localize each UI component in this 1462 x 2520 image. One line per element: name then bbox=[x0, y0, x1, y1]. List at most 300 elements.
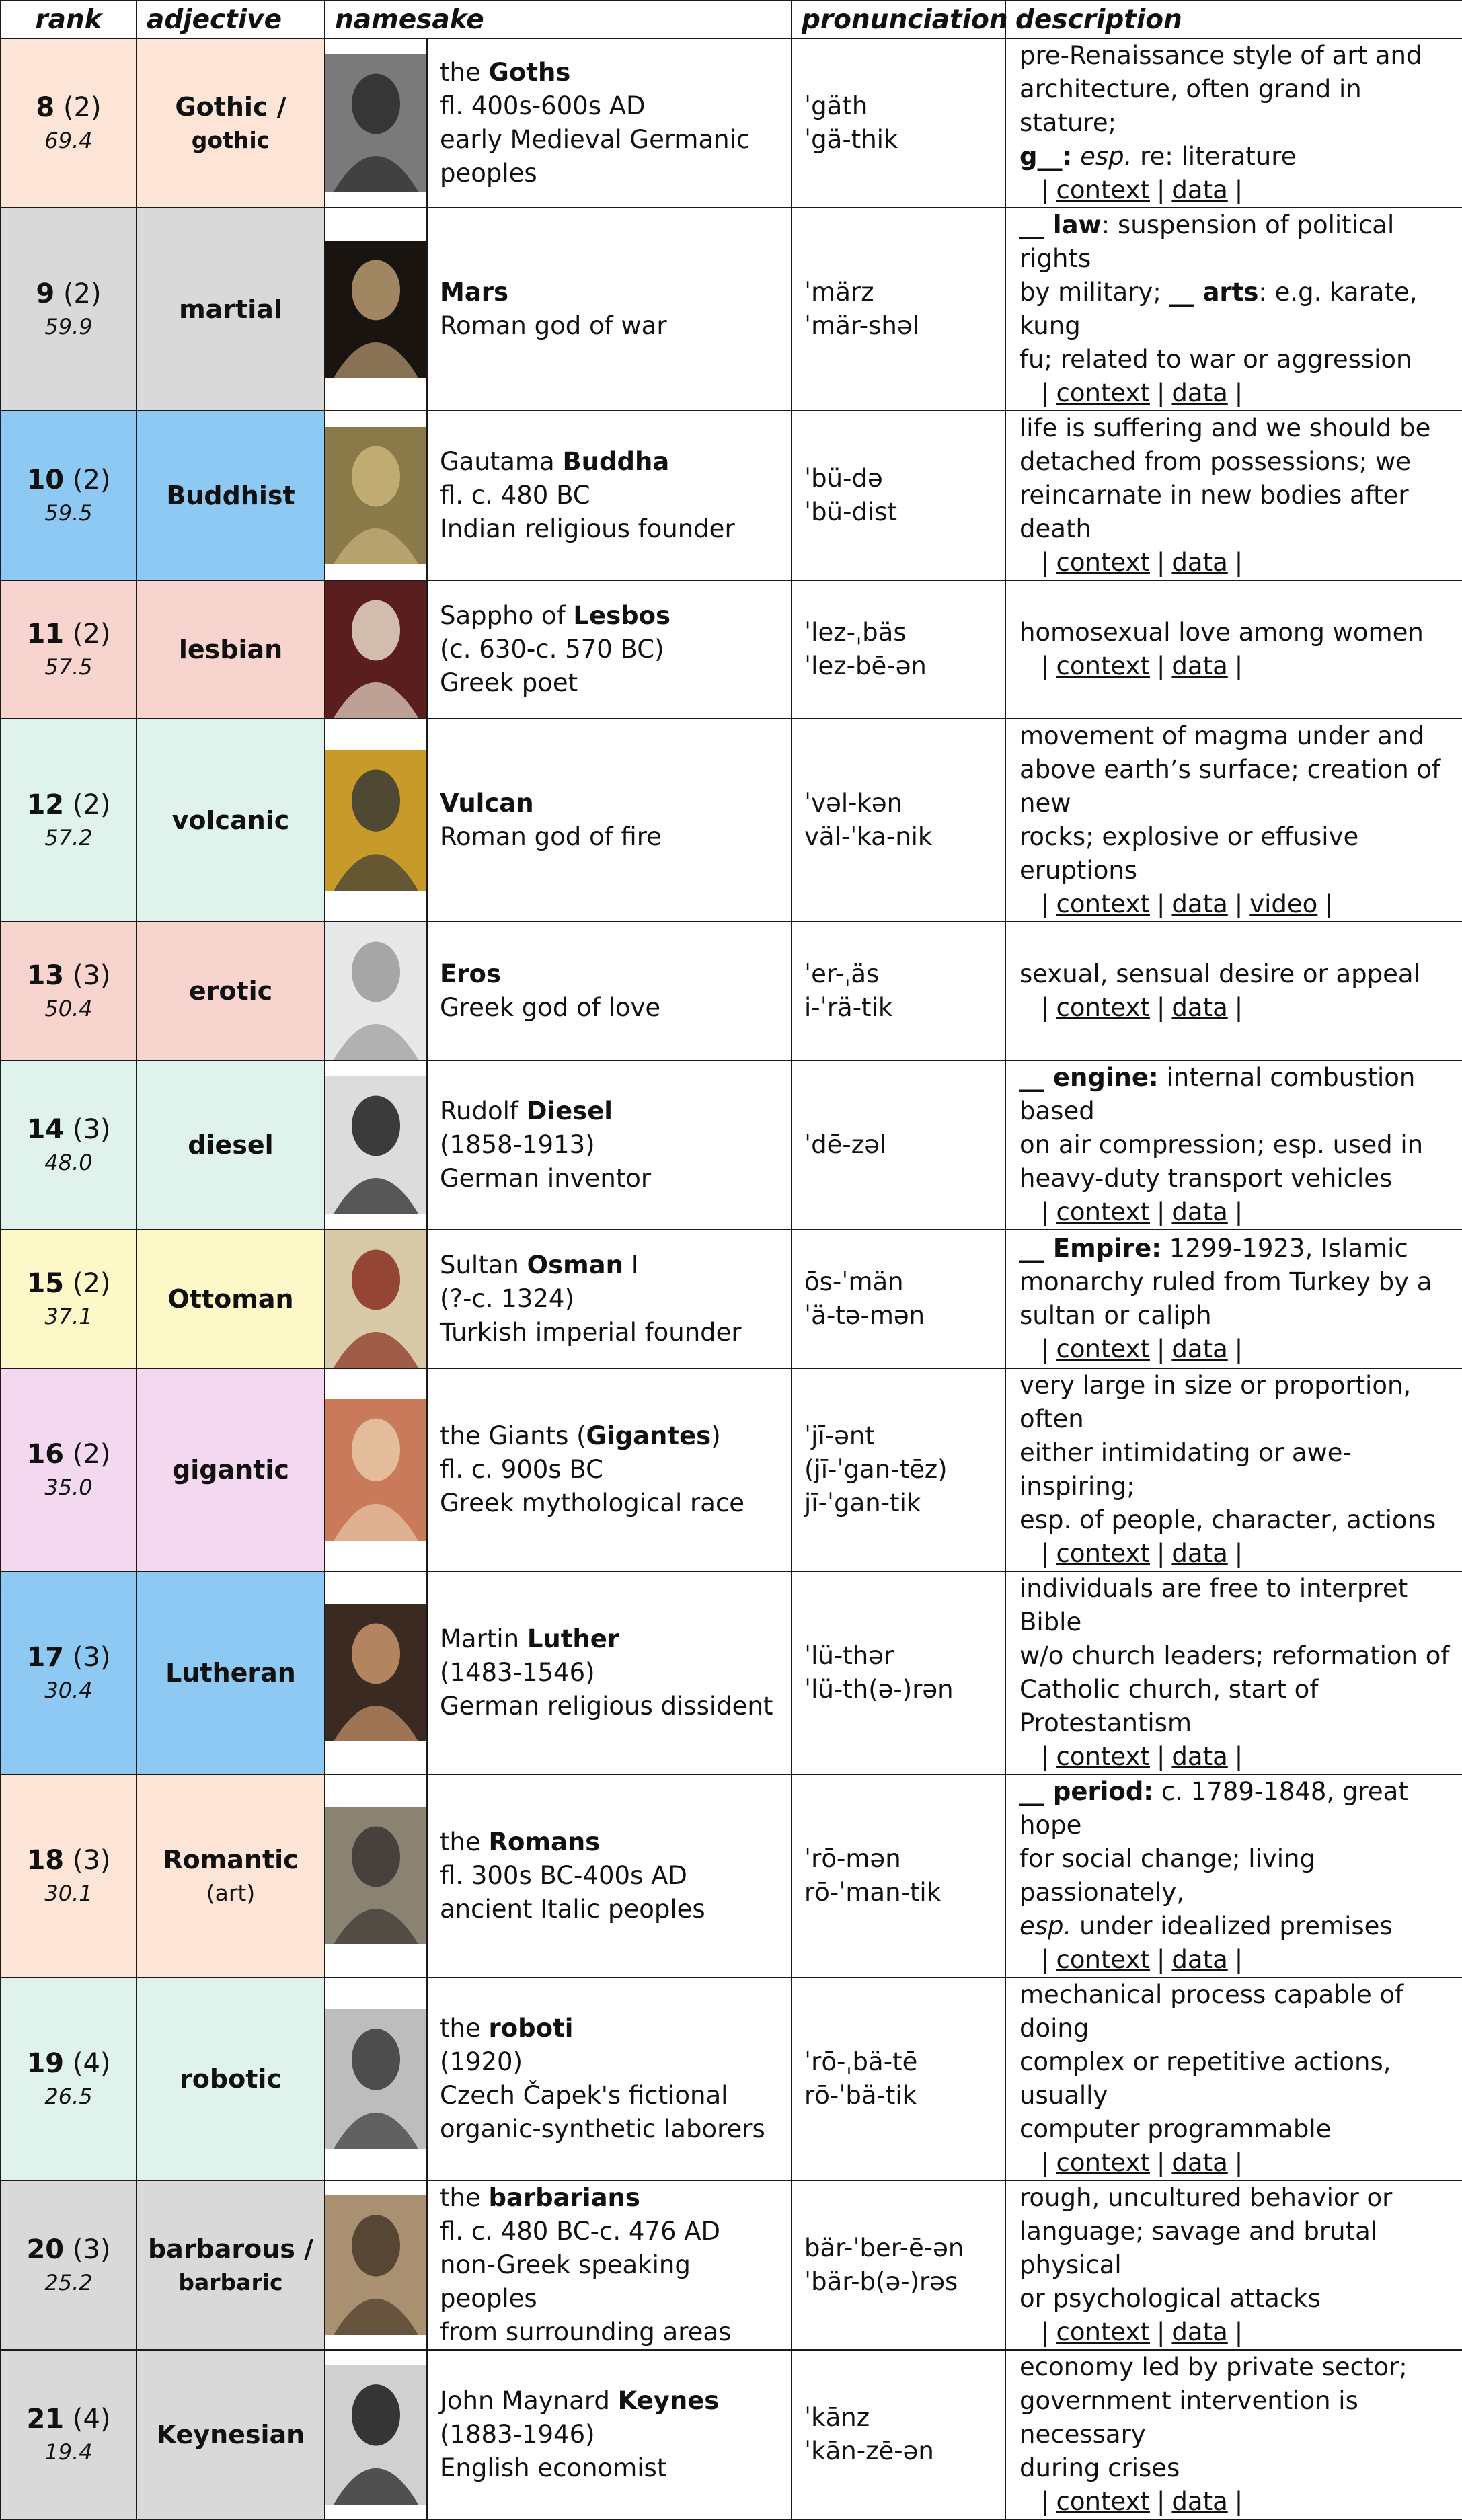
namesake-line bbox=[440, 1316, 784, 1349]
namesake-text: Greek god of love bbox=[440, 993, 661, 1022]
adjective-cell bbox=[137, 1368, 325, 1571]
pronunciation-text: ˈä-tə-mən bbox=[804, 1301, 925, 1330]
description-line bbox=[1019, 2282, 1455, 2316]
pronunciation-cell bbox=[792, 580, 1005, 719]
keynes-portrait-icon bbox=[325, 2365, 426, 2505]
link-data[interactable]: data bbox=[1171, 2148, 1228, 2177]
pronunciation-text: (jī-ˈgan-tēz) bbox=[804, 1455, 948, 1484]
description-text: g__: bbox=[1019, 142, 1073, 171]
namesake-line bbox=[440, 1690, 784, 1723]
link-context[interactable]: context bbox=[1056, 993, 1150, 1022]
namesake-line bbox=[440, 512, 784, 546]
description-cell bbox=[1005, 580, 1462, 719]
namesake-line bbox=[440, 1282, 784, 1316]
description-line bbox=[1019, 1673, 1455, 1740]
link-separator: | bbox=[1156, 175, 1165, 204]
link-separator: | bbox=[1041, 1197, 1050, 1226]
link-data[interactable]: data bbox=[1171, 1742, 1228, 1771]
namesake-text: Rudolf bbox=[440, 1097, 527, 1126]
description-line bbox=[1019, 411, 1455, 445]
namesake-image bbox=[325, 1774, 427, 1977]
rank-subscore: (3) bbox=[72, 1642, 111, 1673]
link-separator: | bbox=[1156, 379, 1165, 407]
namesake-text: the bbox=[440, 2014, 489, 2043]
link-separator: | bbox=[1041, 1335, 1050, 1364]
adjective-cell bbox=[137, 1977, 325, 2180]
namesake-line bbox=[440, 2113, 784, 2146]
link-video[interactable]: video bbox=[1249, 890, 1318, 918]
namesake-line bbox=[440, 1487, 784, 1520]
rank-number: 14 bbox=[26, 1114, 65, 1145]
link-data[interactable]: data bbox=[1171, 2318, 1228, 2347]
table-row bbox=[1, 208, 1462, 411]
pronunciation-text: ˈlez-bē-ən bbox=[804, 652, 927, 680]
pronunciation-line bbox=[804, 991, 998, 1025]
namesake-text: Roman god of war bbox=[440, 311, 667, 340]
link-context[interactable]: context bbox=[1056, 2487, 1150, 2516]
namesake-line bbox=[440, 1128, 784, 1162]
table-row bbox=[1, 922, 1462, 1060]
pronunciation-text: ˈrō-ˌbä-tē bbox=[804, 2047, 918, 2076]
namesake-line bbox=[440, 56, 784, 89]
vulcan-bust-icon bbox=[325, 750, 426, 891]
namesake-line bbox=[440, 2079, 784, 2113]
description-line bbox=[1019, 479, 1455, 546]
link-separator: | bbox=[1234, 1539, 1243, 1568]
rank-cell bbox=[1, 580, 137, 719]
description-line bbox=[1019, 2181, 1455, 2215]
rank-value bbox=[1, 1112, 136, 1147]
score-value: 37.1 bbox=[44, 1304, 93, 1329]
namesake-line bbox=[440, 2045, 784, 2079]
rank-value bbox=[1, 1843, 136, 1878]
buddha-statue-icon bbox=[325, 427, 426, 564]
description-line bbox=[1019, 1436, 1455, 1503]
rank-subscore: (3) bbox=[72, 1114, 111, 1145]
rank-number: 21 bbox=[26, 2404, 65, 2435]
rank-subscore: (2) bbox=[72, 619, 111, 649]
namesake-line bbox=[440, 445, 784, 479]
adjective-cell bbox=[137, 38, 325, 208]
namesake-text: Martin bbox=[440, 1624, 527, 1653]
namesake-text: Luther bbox=[527, 1624, 620, 1653]
table-row bbox=[1, 2350, 1462, 2519]
score-value: 57.5 bbox=[44, 654, 93, 680]
namesake-text: Goths bbox=[488, 58, 571, 87]
description-text: __ engine: bbox=[1019, 1063, 1159, 1092]
description-cell bbox=[1005, 1230, 1462, 1368]
link-context[interactable]: context bbox=[1056, 2318, 1150, 2347]
description-cell bbox=[1005, 922, 1462, 1060]
adjective-primary bbox=[137, 1128, 324, 1163]
namesake-text: the bbox=[440, 2183, 489, 2212]
rank-score bbox=[1, 498, 136, 528]
pronunciation-cell bbox=[792, 411, 1005, 580]
rank-subscore: (4) bbox=[72, 2404, 111, 2435]
namesake-text: non-Greek speaking peoples bbox=[440, 2250, 691, 2313]
namesake-line bbox=[440, 991, 784, 1025]
description-cell bbox=[1005, 1060, 1462, 1230]
rank-number: 10 bbox=[26, 465, 65, 496]
description-text: __ Empire: bbox=[1019, 1234, 1162, 1263]
rank-subscore: (3) bbox=[72, 1845, 111, 1876]
rank-score bbox=[1, 2081, 136, 2112]
link-context[interactable]: context bbox=[1056, 890, 1150, 918]
adjective-cell bbox=[137, 719, 325, 922]
link-context[interactable]: context bbox=[1056, 1539, 1150, 1568]
description-line bbox=[1019, 2045, 1455, 2113]
pronunciation-text: bär-ˈber-ē-ən bbox=[804, 2234, 964, 2262]
pronunciation-line bbox=[804, 1673, 998, 1706]
header-pronunciation: pronunciation bbox=[792, 1, 1005, 38]
description-text: mechanical process capable of doing bbox=[1019, 1980, 1404, 2043]
namesake-text: Eros bbox=[440, 959, 501, 988]
description-text: esp. bbox=[1019, 1912, 1072, 1940]
namesake-cell bbox=[427, 38, 792, 208]
namesake-cell bbox=[427, 1368, 792, 1571]
rank-score bbox=[1, 652, 136, 682]
rank-score bbox=[1, 1472, 136, 1503]
pronunciation-line bbox=[804, 1487, 998, 1520]
description-text: sultan or caliph bbox=[1019, 1301, 1212, 1330]
link-data[interactable]: data bbox=[1171, 548, 1228, 577]
description-links bbox=[1019, 1333, 1455, 1366]
pronunciation-text: ˈlez-ˌbäs bbox=[804, 618, 907, 647]
namesake-text: Gautama bbox=[440, 447, 563, 476]
namesake-image bbox=[325, 1571, 427, 1774]
link-separator: | bbox=[1234, 2148, 1243, 2177]
pronunciation-line bbox=[804, 2079, 998, 2113]
link-context[interactable]: context bbox=[1056, 1335, 1150, 1364]
rank-number: 17 bbox=[26, 1642, 65, 1673]
link-separator: | bbox=[1041, 2148, 1050, 2177]
link-data[interactable]: data bbox=[1171, 993, 1228, 1022]
namesake-cell bbox=[427, 1977, 792, 2180]
description-line bbox=[1019, 343, 1455, 377]
namesake-line bbox=[440, 820, 784, 854]
description-links bbox=[1019, 991, 1455, 1025]
table-body bbox=[1, 38, 1462, 2519]
link-data[interactable]: data bbox=[1171, 1197, 1228, 1226]
namesake-text: Czech Čapek's fictional bbox=[440, 2081, 728, 2110]
score-value: 35.0 bbox=[44, 1474, 93, 1500]
namesake-cell bbox=[427, 208, 792, 411]
pronunciation-text: i-ˈrä-tik bbox=[804, 993, 893, 1022]
link-data[interactable]: data bbox=[1171, 2487, 1228, 2516]
rank-number: 13 bbox=[26, 960, 65, 991]
rank-subscore: (2) bbox=[72, 789, 111, 820]
description-line bbox=[1019, 276, 1455, 343]
namesake-text: roboti bbox=[488, 2014, 574, 2043]
namesake-line bbox=[440, 1095, 784, 1128]
description-links bbox=[1019, 649, 1455, 683]
description-line bbox=[1019, 2351, 1455, 2384]
namesake-line bbox=[440, 1419, 784, 1453]
description-cell bbox=[1005, 1774, 1462, 1977]
score-value: 26.5 bbox=[44, 2084, 93, 2109]
pronunciation-line bbox=[804, 1639, 998, 1673]
adjective-primary bbox=[137, 292, 324, 327]
pronunciation-cell bbox=[792, 719, 1005, 922]
rank-subscore: (3) bbox=[72, 2234, 111, 2265]
namesake-text: Roman god of fire bbox=[440, 822, 662, 851]
description-text bbox=[1072, 142, 1080, 171]
pronunciation-line bbox=[804, 787, 998, 820]
adjective-primary bbox=[137, 803, 324, 838]
namesake-cell bbox=[427, 2350, 792, 2519]
namesake-line bbox=[440, 1162, 784, 1195]
adjective-primary bbox=[137, 2061, 324, 2096]
namesake-image bbox=[325, 208, 427, 411]
adjective-text: erotic bbox=[188, 976, 273, 1006]
adjective-text: lesbian bbox=[178, 635, 283, 664]
diesel-portrait-icon bbox=[325, 1076, 426, 1214]
namesake-text: Greek poet bbox=[440, 668, 578, 697]
namesake-text: from surrounding areas bbox=[440, 2318, 732, 2347]
mars-statue-icon bbox=[325, 241, 426, 378]
header-description: description bbox=[1005, 1, 1462, 38]
description-text: very large in size or proportion, often bbox=[1019, 1371, 1412, 1433]
link-data[interactable]: data bbox=[1171, 175, 1228, 204]
adjective-text: diesel bbox=[188, 1130, 274, 1160]
pronunciation-text: rō-ˈman-tik bbox=[804, 1878, 941, 1907]
link-separator: | bbox=[1041, 652, 1050, 680]
pronunciation-line bbox=[804, 2265, 998, 2299]
table-row bbox=[1, 411, 1462, 580]
description-text: esp. bbox=[1080, 142, 1132, 171]
description-text: w/o church leaders; reformation of bbox=[1019, 1641, 1450, 1670]
namesake-image bbox=[325, 2180, 427, 2350]
rank-score bbox=[1, 1878, 136, 1909]
pronunciation-text: väl-ˈka-nik bbox=[804, 822, 933, 851]
namesake-text: ) bbox=[711, 1421, 721, 1450]
score-value: 25.2 bbox=[44, 2270, 93, 2295]
rank-score bbox=[1, 1675, 136, 1706]
namesake-text: (1483-1546) bbox=[440, 1658, 595, 1687]
header-row bbox=[1, 1, 1462, 38]
description-line bbox=[1019, 140, 1455, 173]
description-text: __ arts bbox=[1169, 278, 1259, 307]
rank-subscore: (2) bbox=[63, 92, 102, 123]
adjective-cell bbox=[137, 922, 325, 1060]
namesake-line bbox=[440, 2384, 784, 2418]
description-text: heavy-duty transport vehicles bbox=[1019, 1164, 1393, 1193]
namesake-text: (1920) bbox=[440, 2047, 523, 2076]
link-separator: | bbox=[1156, 1197, 1165, 1226]
description-text: life is suffering and we should be bbox=[1019, 414, 1431, 442]
namesake-line bbox=[440, 2316, 784, 2349]
description-text: under idealized premises bbox=[1071, 1912, 1393, 1940]
link-separator: | bbox=[1234, 175, 1243, 204]
pronunciation-cell bbox=[792, 922, 1005, 1060]
namesake-line bbox=[440, 276, 784, 309]
description-line bbox=[1019, 208, 1455, 276]
roman-statue-icon bbox=[325, 1807, 426, 1944]
rank-score bbox=[1, 2437, 136, 2468]
pronunciation-line bbox=[804, 1128, 998, 1162]
description-text: monarchy ruled from Turkey by a bbox=[1019, 1267, 1432, 1296]
description-links bbox=[1019, 2146, 1455, 2180]
namesake-text: peoples bbox=[440, 159, 537, 188]
adjective-cell bbox=[137, 2180, 325, 2350]
namesake-line bbox=[440, 1859, 784, 1893]
namesake-text: Indian religious founder bbox=[440, 514, 735, 543]
pronunciation-cell bbox=[792, 1571, 1005, 1774]
pronunciation-text: ˈgäth bbox=[804, 91, 868, 120]
description-line bbox=[1019, 753, 1455, 820]
pronunciation-text: ˈkānz bbox=[804, 2403, 870, 2432]
description-text: 1299-1923, Islamic bbox=[1161, 1234, 1408, 1263]
description-line bbox=[1019, 1061, 1455, 1128]
namesake-text: the bbox=[440, 1827, 489, 1856]
namesake-text: the bbox=[440, 58, 489, 87]
description-text: fu; related to war or aggression bbox=[1019, 345, 1412, 374]
link-separator: | bbox=[1041, 548, 1050, 577]
score-value: 50.4 bbox=[44, 996, 93, 1021]
description-text: individuals are free to interpret Bible bbox=[1019, 1574, 1408, 1637]
rank-number: 19 bbox=[26, 2048, 65, 2079]
namesake-line bbox=[440, 1656, 784, 1690]
link-separator: | bbox=[1156, 890, 1165, 918]
description-links bbox=[1019, 2485, 1455, 2519]
rank-value bbox=[1, 1640, 136, 1675]
link-data[interactable]: data bbox=[1171, 652, 1228, 680]
rank-cell bbox=[1, 922, 137, 1060]
namesake-text: fl. c. 480 BC-c. 476 AD bbox=[440, 2217, 721, 2246]
link-context[interactable]: context bbox=[1056, 1197, 1150, 1226]
namesake-line bbox=[440, 2181, 784, 2215]
pronunciation-text: ˈgä-thik bbox=[804, 125, 898, 154]
namesake-text: barbarians bbox=[488, 2183, 640, 2212]
namesake-text: Buddha bbox=[562, 447, 670, 476]
namesake-line bbox=[440, 666, 784, 700]
description-text: complex or repetitive actions, usually bbox=[1019, 2047, 1391, 2110]
header-rank: rank bbox=[1, 1, 137, 38]
link-context[interactable]: context bbox=[1056, 1742, 1150, 1771]
link-context[interactable]: context bbox=[1056, 548, 1150, 577]
namesake-image bbox=[325, 922, 427, 1060]
link-context[interactable]: context bbox=[1056, 379, 1150, 407]
description-text: : suspension of political rights bbox=[1019, 210, 1395, 273]
namesake-line bbox=[440, 1622, 784, 1656]
namesake-text: Mars bbox=[440, 278, 509, 307]
link-context[interactable]: context bbox=[1056, 175, 1150, 204]
link-separator: | bbox=[1234, 652, 1243, 680]
namesake-text: Keynes bbox=[617, 2386, 720, 2415]
namesake-line bbox=[440, 309, 784, 343]
link-separator: | bbox=[1156, 548, 1165, 577]
namesake-text: Lesbos bbox=[573, 601, 671, 630]
namesake-text: German inventor bbox=[440, 1164, 652, 1193]
rank-cell bbox=[1, 2180, 137, 2350]
score-value: 19.4 bbox=[44, 2439, 93, 2465]
link-separator: | bbox=[1156, 652, 1165, 680]
namesake-line bbox=[440, 123, 784, 157]
namesake-image bbox=[325, 411, 427, 580]
link-data[interactable]: data bbox=[1171, 1539, 1228, 1568]
description-text: computer programmable bbox=[1019, 2115, 1332, 2143]
rank-number: 9 bbox=[36, 278, 55, 309]
adjective-primary bbox=[137, 1655, 324, 1690]
namesake-image bbox=[325, 38, 427, 208]
namesake-cell bbox=[427, 922, 792, 1060]
link-separator: | bbox=[1234, 2318, 1243, 2347]
adjective-text: Gothic / bbox=[175, 92, 286, 122]
namesake-text: early Medieval Germanic bbox=[440, 125, 751, 154]
rank-cell bbox=[1, 38, 137, 208]
description-cell bbox=[1005, 1571, 1462, 1774]
adjective-text: martial bbox=[179, 294, 282, 324]
rank-number: 8 bbox=[36, 92, 55, 123]
rank-number: 15 bbox=[26, 1268, 65, 1299]
link-separator: | bbox=[1324, 890, 1333, 918]
pronunciation-line bbox=[804, 2045, 998, 2079]
description-line bbox=[1019, 445, 1455, 479]
description-text: movement of magma under and bbox=[1019, 721, 1424, 750]
link-data[interactable]: data bbox=[1171, 1335, 1228, 1364]
rank-number: 12 bbox=[26, 789, 65, 820]
link-context[interactable]: context bbox=[1056, 2148, 1150, 2177]
pronunciation-text: ˈbü-dist bbox=[804, 498, 898, 526]
link-context[interactable]: context bbox=[1056, 652, 1150, 680]
sappho-bust-icon bbox=[325, 581, 426, 718]
pronunciation-text: ˈrō-mən bbox=[804, 1844, 901, 1873]
barbarian-engraving-icon bbox=[325, 2195, 426, 2335]
pronunciation-cell bbox=[792, 1060, 1005, 1230]
adjective-primary bbox=[137, 632, 324, 667]
rank-number: 20 bbox=[26, 2234, 65, 2265]
description-text: during crises bbox=[1019, 2453, 1180, 2482]
rank-value bbox=[1, 90, 136, 125]
rank-score bbox=[1, 1301, 136, 1332]
link-separator: | bbox=[1234, 1197, 1243, 1226]
rank-subscore: (2) bbox=[72, 1268, 111, 1299]
namesake-image bbox=[325, 2350, 427, 2519]
rank-score bbox=[1, 2267, 136, 2298]
rank-value bbox=[1, 276, 136, 311]
link-separator: | bbox=[1234, 379, 1243, 407]
link-context[interactable]: context bbox=[1056, 1945, 1150, 1974]
link-separator: | bbox=[1234, 890, 1243, 918]
pronunciation-line bbox=[804, 1419, 998, 1453]
link-separator: | bbox=[1041, 379, 1050, 407]
rank-value bbox=[1, 1437, 136, 1472]
pronunciation-cell bbox=[792, 1977, 1005, 2180]
namesake-line bbox=[440, 1825, 784, 1859]
description-cell bbox=[1005, 411, 1462, 580]
table-row bbox=[1, 1060, 1462, 1230]
namesake-line bbox=[440, 2418, 784, 2451]
table-row bbox=[1, 719, 1462, 922]
link-data[interactable]: data bbox=[1171, 1945, 1228, 1974]
link-separator: | bbox=[1041, 1539, 1050, 1568]
pronunciation-line bbox=[804, 616, 998, 649]
link-separator: | bbox=[1041, 175, 1050, 204]
description-text: rocks; explosive or effusive eruptions bbox=[1019, 822, 1359, 885]
link-data[interactable]: data bbox=[1171, 379, 1228, 407]
description-text: c. 1789-1848, great hope bbox=[1019, 1777, 1408, 1840]
namesake-line bbox=[440, 479, 784, 512]
description-links bbox=[1019, 1537, 1455, 1571]
rank-value bbox=[1, 2046, 136, 2081]
link-separator: | bbox=[1156, 993, 1165, 1022]
adjective-text: gigantic bbox=[172, 1455, 289, 1485]
rank-subscore: (2) bbox=[63, 278, 102, 309]
link-data[interactable]: data bbox=[1171, 890, 1228, 918]
namesake-line bbox=[440, 1893, 784, 1926]
namesake-line bbox=[440, 2012, 784, 2045]
description-line bbox=[1019, 2215, 1455, 2282]
